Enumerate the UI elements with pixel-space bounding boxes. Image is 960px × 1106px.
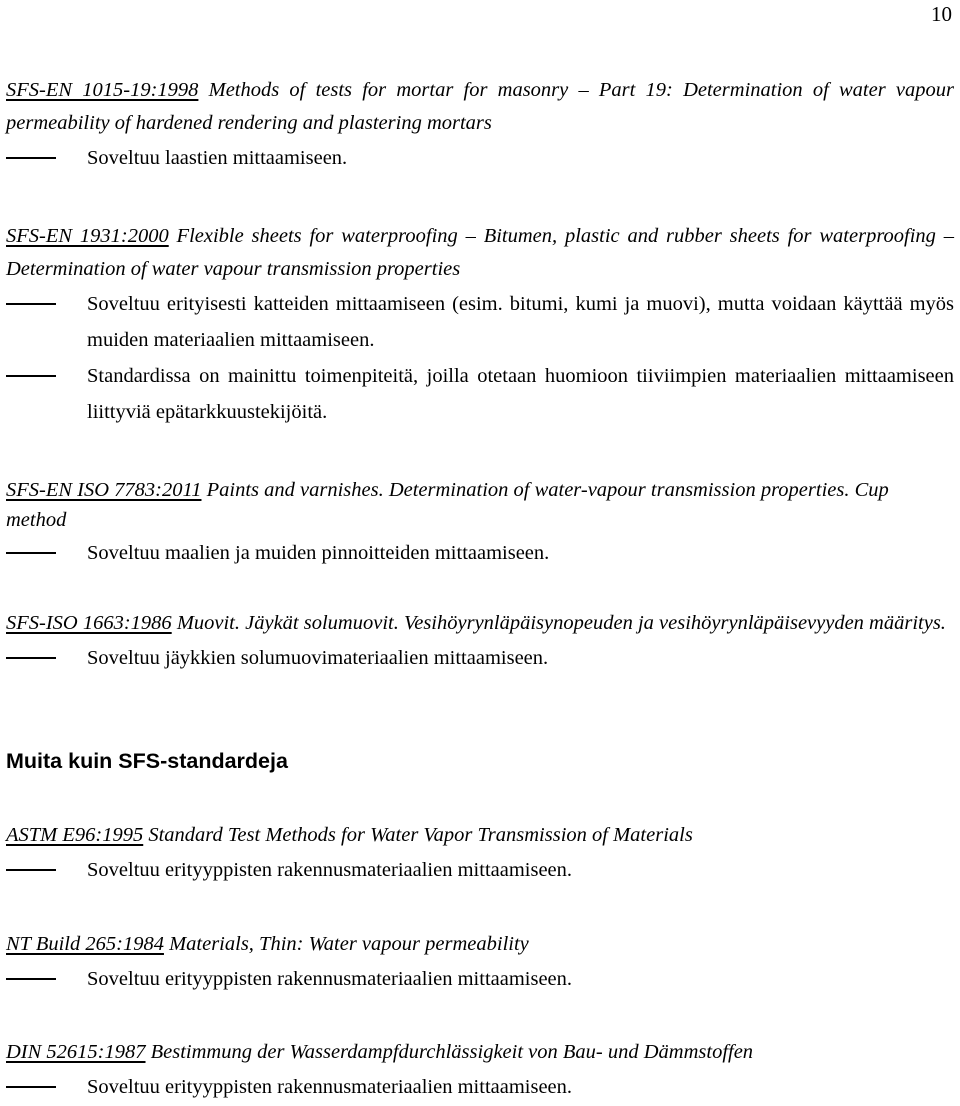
standard-title: Flexible sheets for waterproofing – Bitumen, plastic and rubber sheets for waterproofing – Determination of water vapour transmission properties: [6, 225, 955, 280]
note-item: [6, 140, 954, 176]
note-text: Soveltuu maalien ja muiden pinnoitteiden mittaamiseen.: [87, 542, 550, 564]
dash-bullet: [6, 303, 56, 305]
note-text: Soveltuu erityyppisten rakennusmateriaalien mittaamiseen.: [87, 1076, 573, 1098]
standard-entry: [6, 1036, 954, 1105]
note-text: Soveltuu jäykkien solumuovimateriaalien mittaamiseen.: [87, 647, 549, 669]
note-item: [6, 286, 954, 358]
standard-code: SFS-EN 1015-19:1998: [6, 79, 199, 101]
standard-code: SFS-ISO 1663:1986: [6, 612, 172, 634]
dash-bullet: [6, 1086, 56, 1088]
note-text: Standardissa on mainittu toimenpiteitä, joilla otetaan huomioon tiiviimpien materiaalien mittaamiseen liittyviä epätarkkuustekijöitä.: [87, 365, 954, 423]
note-item: [6, 961, 954, 997]
standard-entry: [6, 74, 954, 176]
note-text: Soveltuu erityyppisten rakennusmateriaalien mittaamiseen.: [87, 968, 573, 990]
note-item: [6, 852, 954, 888]
standard-entry: [6, 928, 954, 997]
standard-code: SFS-EN 1931:2000: [6, 225, 169, 247]
standard-code: SFS-EN ISO 7783:2011: [6, 479, 202, 501]
standard-entry: [6, 819, 954, 888]
note-text: Soveltuu laastien mittaamiseen.: [87, 147, 348, 169]
dash-bullet: [6, 869, 56, 871]
dash-bullet: [6, 657, 56, 659]
standard-reference: [6, 607, 954, 640]
note-text: Soveltuu erityyppisten rakennusmateriaalien mittaamiseen.: [87, 859, 573, 881]
standard-reference: [6, 928, 954, 961]
dash-bullet: [6, 978, 56, 980]
dash-bullet: [6, 157, 56, 159]
dash-bullet: [6, 375, 56, 377]
standard-code: NT Build 265:1984: [6, 933, 164, 955]
standard-reference: [6, 819, 954, 852]
standard-reference: [6, 1036, 954, 1069]
standard-code: ASTM E96:1995: [6, 824, 144, 846]
page-number: 10: [931, 2, 952, 26]
standard-entry: [6, 475, 954, 571]
standard-title: Methods of tests for mortar for masonry – Part 19: Determination of water vapour permeability of hardened rendering and plastering mortars: [6, 79, 954, 134]
note-item: [6, 640, 954, 676]
standard-title: Materials, Thin: Water vapour permeability: [163, 933, 529, 955]
standard-title: Standard Test Methods for Water Vapor Transmission of Materials: [143, 824, 693, 846]
standard-reference: [6, 74, 954, 140]
dash-bullet: [6, 552, 56, 554]
standard-title: Bestimmung der Wasserdampfdurchlässigkeit von Bau- und Dämmstoffen: [145, 1041, 754, 1063]
standard-entry: [6, 220, 954, 430]
standard-code: DIN 52615:1987: [6, 1041, 146, 1063]
note-item: [6, 1069, 954, 1105]
standard-title: Paints and varnishes. Determination of water-vapour transmission properties. Cup method: [6, 479, 889, 531]
standard-title: Muovit. Jäykät solumuovit. Vesihöyrynläpäisynopeuden ja vesihöyrynläpäisevyyden määritys.: [171, 612, 946, 634]
note-item: [6, 535, 954, 571]
standard-reference: [6, 220, 954, 286]
section-heading: Muita kuin SFS-standardeja: [6, 749, 288, 773]
note-text: Soveltuu erityisesti katteiden mittaamiseen (esim. bitumi, kumi ja muovi), mutta voidaan käyttää myös muiden materiaalien mittaamiseen.: [87, 293, 954, 351]
note-item: [6, 358, 954, 430]
standard-entry: [6, 607, 954, 676]
standard-reference: [6, 475, 954, 535]
